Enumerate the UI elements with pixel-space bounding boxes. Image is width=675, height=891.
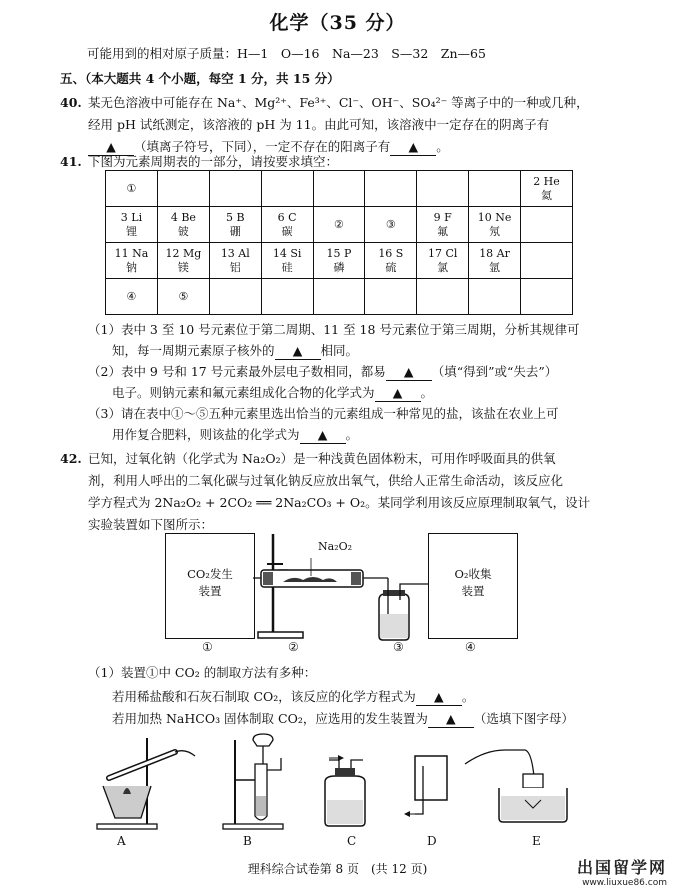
q41-p3b: 用作复合肥料，则该盐的化学式为 <box>112 427 300 442</box>
periodic-table-cell <box>261 207 313 243</box>
periodic-table-cell <box>209 171 261 207</box>
watermark-url: www.liuxue86.com <box>582 878 667 888</box>
q42-line1: 已知，过氧化钠（化学式为 Na₂O₂）是一种浅黄色固体粉末，可用作呼吸面具的供氧 <box>88 451 556 466</box>
watermark <box>577 855 667 888</box>
periodic-table-cell <box>106 171 158 207</box>
element-name: 硼 <box>229 224 241 238</box>
element-symbol: ④ <box>126 289 137 303</box>
element-symbol: 16 S <box>378 246 404 260</box>
periodic-table-cell <box>313 171 365 207</box>
periodic-table-cell <box>209 207 261 243</box>
periodic-table-cell <box>417 243 469 279</box>
label-d: D <box>427 834 437 848</box>
periodic-table-cell <box>157 279 209 315</box>
element-symbol: ⑤ <box>178 289 189 303</box>
element-name: 硅 <box>281 260 293 274</box>
element-symbol: ② <box>334 217 344 231</box>
label-b: B <box>243 834 252 848</box>
o2-collector-label: O₂收集 <box>454 567 492 581</box>
periodic-table-cell <box>106 207 158 243</box>
q41-p1-line2 <box>112 343 358 360</box>
periodic-table-cell <box>521 207 573 243</box>
element-symbol: 17 Cl <box>427 246 458 260</box>
q41-p2-line1 <box>88 364 557 381</box>
element-name: 磷 <box>333 260 345 274</box>
element-symbol: 9 F <box>433 210 452 224</box>
q42-s1: （1）装置①中 CO₂ 的制取方法有多种： <box>88 665 317 680</box>
apparatus-a <box>97 738 195 829</box>
periodic-table-cell <box>261 279 313 315</box>
element-symbol: 3 Li <box>120 210 143 224</box>
q42-blank-1: ▲ <box>416 689 462 706</box>
periodic-table-row <box>106 243 573 279</box>
label-n4: ④ <box>465 640 476 654</box>
periodic-table <box>105 170 573 315</box>
periodic-table-cell <box>157 243 209 279</box>
periodic-table-cell <box>365 207 417 243</box>
periodic-table-cell <box>106 243 158 279</box>
q41-blank-2: ▲ <box>386 364 432 381</box>
q41-blank-1: ▲ <box>275 343 321 360</box>
periodic-table-row <box>106 207 573 243</box>
element-symbol: 6 C <box>277 210 297 224</box>
periodic-table-cell <box>313 207 365 243</box>
o2-collector-label2: 装置 <box>461 584 485 598</box>
element-name: 氯 <box>437 260 449 274</box>
label-c: C <box>347 834 357 848</box>
apparatus-e <box>465 750 567 822</box>
periodic-table-cell <box>521 279 573 315</box>
periodic-table-cell <box>469 171 521 207</box>
periodic-table-cell <box>417 207 469 243</box>
q41-p1b: 知，每一周期元素原子核外的 <box>112 343 275 358</box>
periodic-table-row <box>106 279 573 315</box>
element-symbol: 14 Si <box>272 246 302 260</box>
q42-s2-end: 。 <box>461 689 475 704</box>
periodic-table-cell <box>417 171 469 207</box>
label-n3: ③ <box>393 640 404 654</box>
section-heading: 五、（本大题共 4 个小题，每空 1 分，共 15 分） <box>60 71 340 86</box>
q41-p2-line2 <box>112 385 433 402</box>
periodic-table-cell <box>313 243 365 279</box>
element-name: 硫 <box>385 260 397 274</box>
q41-p2c: 电子。则钠元素和氟元素组成化合物的化学式为 <box>112 385 375 400</box>
periodic-table-cell <box>106 279 158 315</box>
periodic-table-cell <box>365 243 417 279</box>
element-symbol: 5 B <box>226 210 245 224</box>
periodic-table-cell <box>521 243 573 279</box>
q42-line3: 学方程式为 2Na₂O₂ + 2CO₂ ══ 2Na₂CO₃ + O₂。某同学利用该反应原理制取氧气，设计 <box>88 495 591 510</box>
q41-blank-4: ▲ <box>300 427 346 444</box>
q41-number: 41. <box>60 154 82 169</box>
apparatus-c <box>325 758 365 826</box>
element-name: 氖 <box>489 224 501 238</box>
apparatus-choices <box>85 730 585 832</box>
element-name: 氩 <box>489 260 501 274</box>
periodic-table-cell <box>365 279 417 315</box>
atomic-masses: 可能用到的相对原子质量：H—1 O—16 Na—23 S—32 Zn—65 <box>87 46 486 61</box>
q40-blank-2: ▲ <box>390 139 436 156</box>
periodic-table-cell <box>469 279 521 315</box>
q41-p3-line2 <box>112 427 358 444</box>
q41-p3-end: 。 <box>345 427 359 442</box>
q42-number: 42. <box>60 451 82 466</box>
q41-blank-3: ▲ <box>375 385 421 402</box>
periodic-table-cell <box>365 171 417 207</box>
periodic-table-cell <box>157 171 209 207</box>
element-symbol: 2 He <box>533 174 560 188</box>
periodic-table-cell <box>209 279 261 315</box>
q40-blank-1: ▲ <box>88 139 134 156</box>
q40-line1: 某无色溶液中可能存在 Na⁺、Mg²⁺、Fe³⁺、Cl⁻、OH⁻、SO₄²⁻ 等离子中的一种或几种， <box>88 95 589 110</box>
element-name: 铝 <box>229 260 241 274</box>
element-symbol: ① <box>126 181 137 195</box>
page-title: 化学（35 分） <box>269 12 406 34</box>
o2-collector-box <box>428 533 518 639</box>
element-name: 镁 <box>177 260 189 274</box>
q42-line2: 剂，利用人呼出的二氧化碳与过氧化钠反应放出氧气，供给人正常生命活动，该反应化 <box>88 473 564 488</box>
reagent-label: Na₂O₂ <box>318 540 353 553</box>
q40-line3-text: （填离子符号，下同），一定不存在的阳离子有 <box>134 139 391 154</box>
periodic-table-cell <box>209 243 261 279</box>
periodic-table-cell <box>313 279 365 315</box>
element-symbol: 18 Ar <box>479 246 510 260</box>
q42-s2a: 若用稀盐酸和石灰石制取 CO₂，该反应的化学方程式为 <box>112 689 416 704</box>
element-symbol: 10 Ne <box>477 210 512 224</box>
periodic-table-cell <box>469 243 521 279</box>
q42-s2 <box>112 689 474 706</box>
element-symbol: 11 Na <box>114 246 149 260</box>
co2-generator-label: CO₂发生 <box>187 567 233 581</box>
co2-generator-box <box>165 533 255 639</box>
apparatus-b <box>223 734 283 829</box>
q41-p2a: （2）表中 9 号和 17 号元素最外层电子数相同，都易 <box>88 364 386 379</box>
element-symbol: 12 Mg <box>165 246 202 260</box>
q41-p1c: 相同。 <box>320 343 359 358</box>
q40-line3-end: 。 <box>436 139 449 154</box>
element-symbol: 13 Al <box>220 246 250 260</box>
q41-p1a: （1）表中 3 至 10 号元素位于第二周期、11 至 18 号元素位于第三周期，分析其规律可 <box>88 322 580 337</box>
periodic-table-row <box>106 171 573 207</box>
co2-generator-label2: 装置 <box>198 584 222 598</box>
element-symbol: 4 Be <box>170 210 196 224</box>
q41-p3a: （3）请在表中①～⑤五种元素里选出恰当的元素组成一种常见的盐，该盐在农业上可 <box>88 406 559 421</box>
watermark-name: 出国留学网 <box>576 858 667 877</box>
element-name: 碳 <box>281 224 293 238</box>
q42-s3b: （选填下图字母） <box>473 711 574 726</box>
label-n2: ② <box>288 640 299 654</box>
element-symbol: 15 P <box>326 246 352 260</box>
q41-intro: 下图为元素周期表的一部分，请按要求填空： <box>88 154 339 169</box>
periodic-table-cell <box>469 207 521 243</box>
periodic-table-cell <box>157 207 209 243</box>
element-name: 钠 <box>125 260 137 274</box>
element-name: 锂 <box>125 224 137 238</box>
periodic-table-cell <box>521 171 573 207</box>
element-name: 氦 <box>541 188 552 202</box>
element-name: 氟 <box>437 224 449 238</box>
periodic-table-cell <box>417 279 469 315</box>
label-e: E <box>532 834 541 848</box>
q41-p2b: （填“得到”或“失去”） <box>431 364 558 379</box>
element-symbol: ③ <box>385 217 396 231</box>
q40-line2: 经用 pH 试纸测定，该溶液的 pH 为 11。由此可知，该溶液中一定存在的阴离子有 <box>88 117 550 132</box>
q42-s3 <box>112 711 574 728</box>
page-footer: 理科综合试卷第 8 页 (共 12 页) <box>247 862 428 876</box>
element-name: 铍 <box>177 224 189 238</box>
apparatus-d <box>405 756 447 814</box>
q42-blank-2: ▲ <box>428 711 474 728</box>
q42-line4: 实验装置如下图所示： <box>88 517 214 532</box>
q40-number: 40. <box>60 95 82 110</box>
q41-p2-end: 。 <box>420 385 434 400</box>
label-n1: ① <box>202 640 213 654</box>
periodic-table-cell <box>261 243 313 279</box>
q42-s3a: 若用加热 NaHCO₃ 固体制取 CO₂，应选用的发生装置为 <box>112 711 428 726</box>
periodic-table-cell <box>261 171 313 207</box>
label-a: A <box>117 834 126 848</box>
